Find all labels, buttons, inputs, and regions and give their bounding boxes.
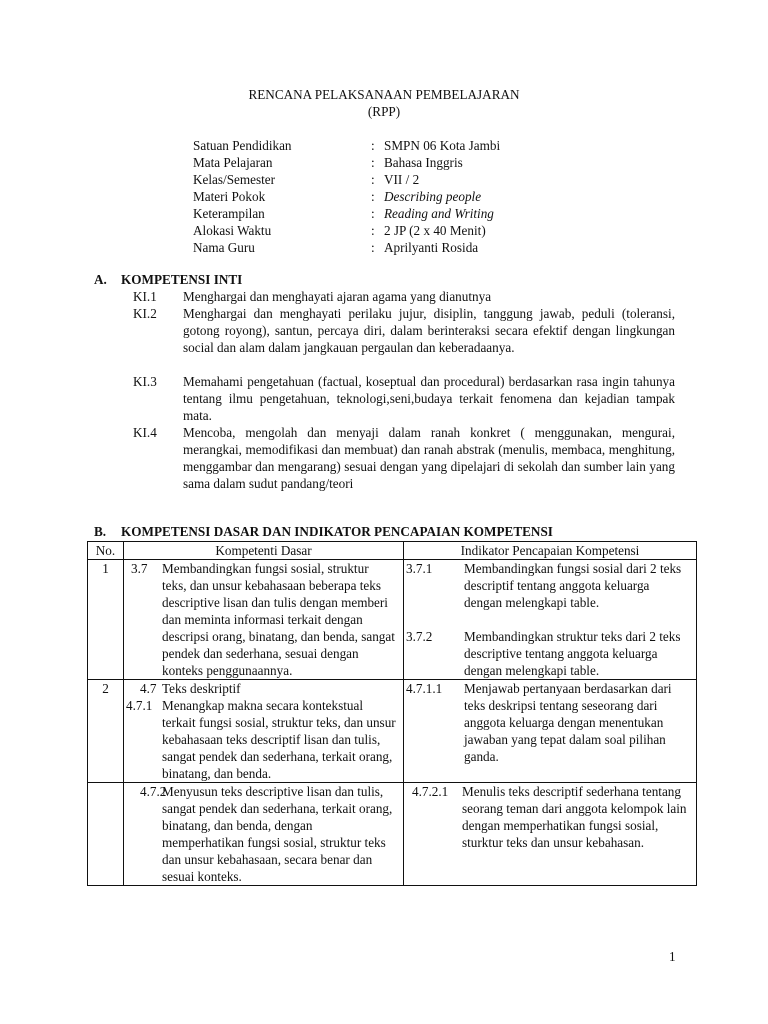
ki-code: KI.3 [133,374,157,389]
identity-value: Reading and Writing [384,206,494,221]
competency-table [87,541,697,886]
ki-text: Mencoba, mengolah dan menyaji dalam ranah konkret ( menggunakan, mengurai, merangkai, memodifikasi dan membuat) dan ranah abstrak (menulis, membaca, menghitung, menggambar dan mengarang) sesuai dengan yang dipelajari di sekolah dan sumber lain yang sama dalam sudut pandang/teori [183,425,675,491]
kd-code: 4.7 [140,681,157,696]
header-kd: Kompetenti Dasar [124,542,404,560]
ki-text: Memahami pengetahuan (factual, koseptual dan procedural) berdasarkan rasa ingin tahunya tentang ilmu pengetahuan, teknologi,seni,budaya terkait fenomena dan kejadian tampak mata. [183,374,675,423]
identity-label: Kelas/Semester [193,172,276,187]
indicator-text: Membandingkan fungsi sosial dari 2 teks descriptif tentang anggota keluarga dengan melengkapi table. [464,561,682,610]
identity-value: Aprilyanti Rosida [384,240,479,255]
identity-row: Satuan Pendidikan : SMPN 06 Kota Jambi [193,138,501,153]
identity-value: Bahasa Inggris [384,155,463,170]
ki-item [133,373,675,424]
row-number: 1 [88,560,124,680]
row-number [88,783,124,886]
identity-row: Materi Pokok : Describing people [193,189,482,204]
row-number: 2 [88,680,124,783]
kd-text: Menyusun teks descriptive lisan dan tulis, sangat pendek dan sederhana, terkait orang, binatang, dan benda, dengan memperhatikan fungsi sosial, struktur teks dan unsur kebahasaan, secara benar dan sesuai konteks. [162,784,393,884]
table-header-row [88,542,697,560]
identity-row: Mata Pelajaran : Bahasa Inggris [193,155,463,170]
identity-value: SMPN 06 Kota Jambi [384,138,501,153]
ki-text: Menghargai dan menghayati perilaku jujur, disiplin, tanggung jawab, peduli (toleransi, gotong royong), santun, percaya diri, dalam berinteraksi secara efektif dengan lingkungan social dan alam dalam jangkauan pergaulan dan keberadaanya. [183,306,675,355]
kd-sub-text: Menangkap makna secara kontekstual terkait fungsi sosial, struktur teks, dan unsur kebahasaan teks descriptif lisan dan tulis, sangat pendek dan sederhana, terkait orang, binatang, dan benda. [162,698,396,781]
identity-row: Kelas/Semester : VII / 2 [193,172,420,187]
identity-label: Satuan Pendidikan [193,138,292,153]
kd-title: Teks deskriptif [162,681,241,696]
identity-value: VII / 2 [384,172,420,187]
identity-block [193,137,500,256]
kd-cell [124,783,404,886]
indicator-text: Menjawab pertanyaan berdasarkan dari teks deskripsi tentang seseorang dari anggota keluarga dengan menentukan jawaban yang tepat dalam soal pilihan ganda. [464,681,672,764]
table-row [88,560,697,680]
kd-text: Membandingkan fungsi sosial, struktur teks, dan unsur kebahasaan beberapa teks descriptive lisan dan tulis dengan memberi dan meminta informasi terkait dengan descripsi orang, binatang, dan benda, sangat pendek dan sederhana, sesuai dengan konteks penggunaannya. [162,561,395,678]
identity-value: Describing people [384,189,482,204]
indicator-code: 4.7.1.1 [406,681,443,696]
kd-code: 4.7.2 [140,784,167,799]
ki-item [133,424,675,492]
ki-item [133,305,675,356]
header-no: No. [88,542,124,560]
header-indicator: Indikator Pencapaian Kompetensi [404,542,697,560]
identity-label: Keterampilan [193,206,265,221]
ki-code: KI.2 [133,306,157,321]
indicator-text: Membandingkan struktur teks dari 2 teks descriptive tentang anggota keluarga dengan melengkapi table. [464,629,681,678]
identity-value: 2 JP (2 x 40 Menit) [384,223,486,238]
indicator-cell [404,783,697,886]
ki-text: Menghargai dan menghayati ajaran agama yang dianutnya [183,289,492,304]
ki-code: KI.4 [133,425,157,440]
section-a-heading: A. KOMPETENSI INTI [94,272,243,287]
ki-item [133,288,675,305]
page-number: 1 [669,949,676,964]
identity-row: Keterampilan : Reading and Writing [193,206,494,221]
kd-sub-code: 4.7.1 [126,698,153,713]
table-row [88,680,697,783]
indicator-cell [404,680,697,783]
identity-label: Alokasi Waktu [193,223,272,238]
ki-code: KI.1 [133,289,157,304]
indicator-text: Menulis teks descriptif sederhana tentang seorang teman dari anggota kelompok lain dengan memperhatikan fungsi sosial, sturktur teks dan unsur kebahasan. [462,784,687,850]
indicator-code: 3.7.2 [406,629,433,644]
kd-cell [124,680,404,783]
document-subtitle: (RPP) [367,104,401,119]
section-b-heading: B. KOMPETENSI DASAR DAN INDIKATOR PENCAPAIAN KOMPETENSI [94,524,553,539]
identity-label: Nama Guru [193,240,255,255]
identity-label: Mata Pelajaran [193,155,273,170]
indicator-cell [404,560,697,680]
indicator-code: 3.7.1 [406,561,433,576]
kd-code: 3.7 [131,561,148,576]
identity-row: Nama Guru : Aprilyanti Rosida [193,240,479,255]
table-row [88,783,697,886]
kd-cell [124,560,404,680]
identity-label: Materi Pokok [193,189,266,204]
indicator-code: 4.7.2.1 [412,784,449,799]
document-title: RENCANA PELAKSANAAN PEMBELAJARAN [248,87,520,102]
identity-row: Alokasi Waktu : 2 JP (2 x 40 Menit) [193,223,486,238]
